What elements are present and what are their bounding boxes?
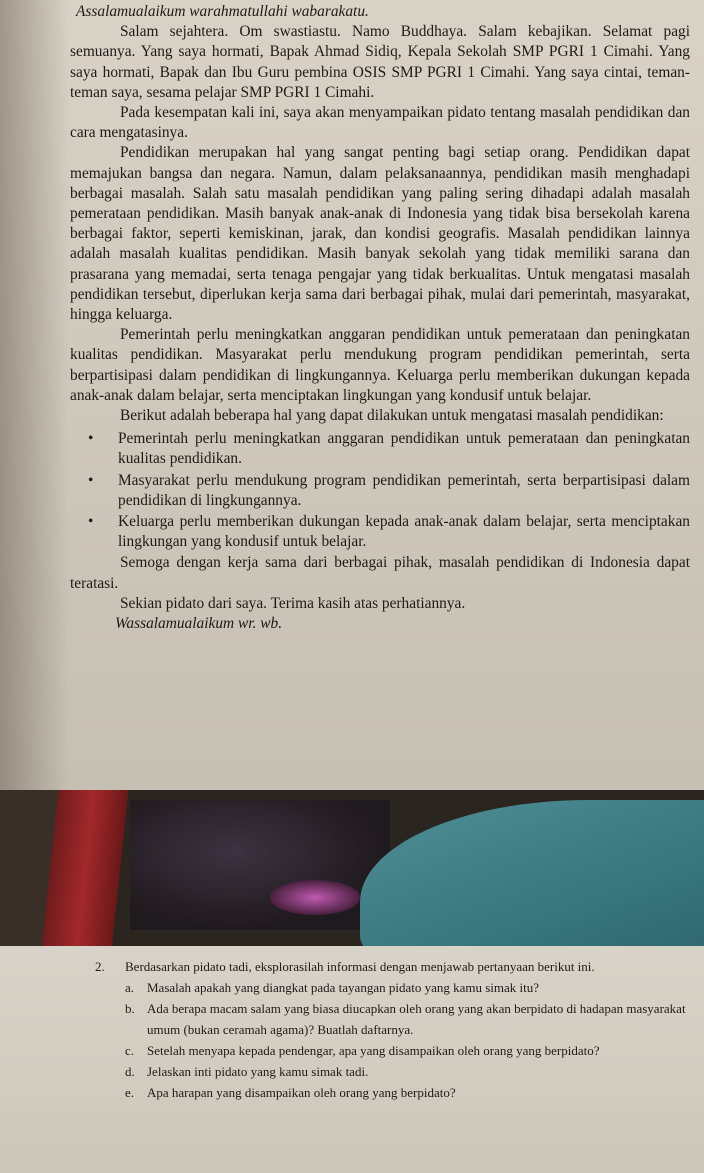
teal-sleeve [360,800,704,950]
greeting: Assalamualaikum warahmatullahi wabarakatu. [76,3,369,20]
question-item [125,977,695,998]
question-number: 2. [95,959,105,974]
question-prompt [95,956,695,977]
paragraph-problem: Pendidikan merupakan hal yang sangat penting bagi setiap orang. Pendidikan dapat memajukan bangsa dan negara. Namun, dalam pelaksanaannya, pendidikan masih menghadapi berbagai masalah. Salah satu masalah pendidikan yang paling sering dihadapi adalah masalah pemerataan pendidikan. Masih banyak anak-anak di Indonesia yang tidak bisa bersekolah karena berbagai faktor, seperti kemiskinan, jarak, dan kondisi geografis. Masalah pendidikan lainnya adalah masalah kualitas pendidikan. Masih banyak sekolah yang tidak memiliki sarana dan prasarana yang memadai, serta tenaga pengajar yang tidak berkualitas. Untuk mengatasi masalah pendidikan tersebut, diperlukan kerja sama dari berbagai pihak, mulai dari pemerintah, masyarakat, hingga keluarga. [70,144,690,324]
solution-list [70,429,690,552]
list-item: • Pemerintah perlu meningkatkan anggaran pendidikan untuk pemerataan dan peningkatan kualitas pendidikan. [70,429,690,469]
questions-page [0,946,704,1173]
item-letter: d. [125,1064,135,1079]
question-item [125,1082,695,1103]
question-item [125,998,695,1040]
question-text: Berdasarkan pidato tadi, eksplorasilah informasi dengan menjawab pertanyaan berikut ini. [125,959,595,974]
paragraph-solution: Pemerintah perlu meningkatkan anggaran pendidikan untuk pemerataan dan peningkatan kualitas pendidikan. Masyarakat perlu mendukung program pendidikan pemerintah, serta berpartisipasi dalam pendidikan di lingkungannya. Keluarga perlu memberikan dukungan kepada anak-anak dalam belajar, serta menciptakan lingkungan yang kondusif untuk belajar. [70,326,690,404]
speech-text [70,2,690,634]
item-letter: e. [125,1085,135,1100]
farewell: Wassalamualaikum wr. wb. [115,615,283,633]
paragraph-opening: Salam sejahtera. Om swastiastu. Namo Buddhaya. Salam kebajikan. Selamat pagi semuanya. Yang saya hormati, Bapak Ahmad Sidiq, Kepala Sekolah SMP PGRI 1 Cimahi. Yang saya hormati, Bapak dan Ibu Guru pembina OSIS SMP PGRI 1 Cimahi. Yang saya cintai, teman-teman saya, sesama pelajar SMP PGRI 1 Cimahi. [70,23,690,101]
paragraph-topic: Pada kesempatan kali ini, saya akan menyampaikan pidato tentang masalah pendidikan dan cara mengatasinya. [70,104,690,142]
item-text: Jelaskan inti pidato yang kamu simak tadi. [147,1064,369,1079]
item-letter: a. [125,980,135,995]
item-text: Masalah apakah yang diangkat pada tayangan pidato yang kamu simak itu? [147,980,540,995]
question-block [95,956,695,1103]
question-list [95,977,695,1103]
pink-object [270,880,360,915]
list-item: • Keluarga perlu memberikan dukungan kepada anak-anak dalam belajar, serta menciptakan lingkungan yang kondusif untuk belajar. [70,512,690,552]
question-item [125,1040,695,1061]
list-item: • Masyarakat perlu mendukung program pendidikan pemerintah, serta berpartisipasi dalam pendidikan di lingkungannya. [70,471,690,511]
item-letter: b. [125,1001,135,1016]
item-letter: c. [125,1043,135,1058]
background-photo [0,790,704,950]
paragraph-list-intro: Berikut adalah beberapa hal yang dapat dilakukan untuk mengatasi masalah pendidikan: [120,407,664,425]
question-item [125,1061,695,1082]
paragraph-hope: Semoga dengan kerja sama dari berbagai pihak, masalah pendidikan di Indonesia dapat teratasi. [70,554,690,592]
item-text: Ada berapa macam salam yang biasa diucapkan oleh orang yang akan berpidato di hadapan masyarakat umum (bukan ceramah agama)? Buatlah daftarnya. [147,1001,686,1037]
fabric [130,800,390,930]
item-text: Setelah menyapa kepada pendengar, apa yang disampaikan oleh orang yang berpidato? [147,1043,600,1058]
item-text: Apa harapan yang disampaikan oleh orang yang berpidato? [147,1085,456,1100]
paragraph-closing: Sekian pidato dari saya. Terima kasih atas perhatiannya. [120,594,466,612]
page-shadow [0,0,70,790]
